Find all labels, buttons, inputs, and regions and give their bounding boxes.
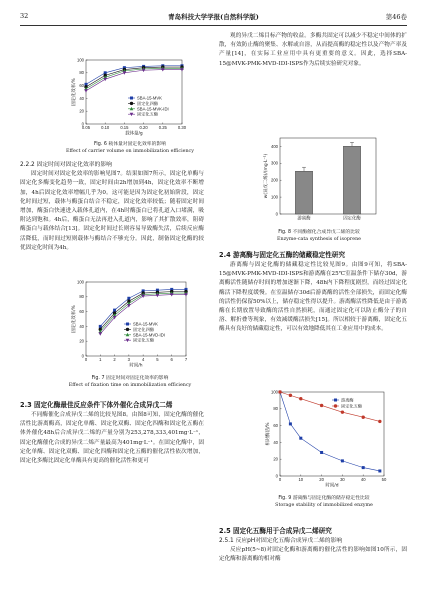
fig9-caption	[254, 496, 394, 509]
fig6-chart	[60, 56, 200, 142]
section-2-3-paragraph: 不同酶催化合成异戊二烯的比较见图8。由图8可知，固定化酶的催化活性比游离酶高，固定化单酶、固定化双酶、固定化四酶和固定化五酶在体外催化48h后合成异戊二烯的产量分别为253,278,333,401mg·L⁻¹，固定化酶催化合成的异戊二烯产量最高为401mg·L⁻¹。在固定化酶中，固定化单酶、固定化双酶、固定化四酶和固定化五酶的催化活性依次增加，固定化多酶比固定化单酶具有更高的催化活性和更可	[20, 412, 204, 465]
x-tick-label: 3	[127, 357, 131, 362]
y-tick-label: 100	[271, 194, 278, 200]
data-point	[341, 459, 344, 462]
y-tick-label: 40	[79, 95, 84, 101]
section-2-5-1-title: 2.5.1 反应pH对固定化五酶合成异戊二烯的影响	[219, 538, 343, 544]
x-tick-label: 0	[278, 477, 282, 482]
y-axis-label: w(异戊二烯)/(mg·L⁻¹)	[264, 153, 269, 199]
fig8-caption	[254, 230, 384, 243]
fig7-chart	[60, 278, 200, 376]
figure-6	[60, 56, 200, 155]
x-tick-label: 0	[84, 357, 88, 362]
legend-label: 固定化四酶	[137, 100, 158, 106]
x-tick-label: 40	[360, 477, 366, 482]
data-point	[320, 404, 323, 407]
y-tick-label: 100	[271, 389, 278, 395]
y-tick-label: 20	[79, 108, 84, 114]
y-tick-label: 200	[271, 177, 278, 183]
legend-label: 固定化五酶	[137, 111, 158, 117]
fig9-caption-en: Storage stability of immobilized enzyme	[275, 502, 373, 508]
x-tick-label: 0.05	[81, 125, 91, 130]
legend-label: 游离酶	[341, 397, 354, 403]
data-point	[103, 78, 107, 81]
journal-name: 青岛科技大学学报(自然科学版)	[168, 13, 259, 21]
y-tick-label: 80	[273, 406, 278, 412]
volume-label: 第46卷	[385, 13, 407, 21]
data-point	[320, 451, 323, 454]
legend-label: SBA-15-MVK	[133, 321, 158, 327]
fig7-caption-cn: Fig. 7 固定时间对固定化效率的影响	[91, 376, 169, 381]
y-tick-label: 80	[79, 70, 84, 76]
legend-label: 固定化五酶	[341, 403, 362, 409]
y-tick-label: 100	[77, 57, 84, 63]
data-point	[299, 397, 302, 400]
series-line	[280, 392, 380, 471]
figure-8	[254, 134, 384, 243]
legend-marker	[130, 102, 133, 105]
y-tick-label: 0	[275, 211, 278, 217]
plot-frame	[280, 392, 384, 476]
data-point	[289, 422, 292, 425]
y-tick-label: 60	[79, 309, 84, 314]
y-tick-label: 40	[79, 323, 84, 329]
y-tick-label: 60	[79, 83, 84, 88]
page-number: 32	[20, 12, 29, 20]
y-tick-label: 40	[273, 439, 278, 445]
bar	[343, 146, 360, 214]
fig9-chart	[254, 388, 394, 496]
y-tick-label: 0	[81, 353, 84, 359]
legend-marker	[334, 399, 337, 402]
x-tick-label: 0.25	[158, 125, 167, 130]
section-2-5-1-paragraph: 反应pH(5~8)对固定化酶和游离酶的催化活性的影响如图10所示，固定化酶和游离酶的相对酶	[219, 547, 407, 563]
fig6-caption	[60, 142, 200, 155]
legend-marker	[334, 404, 337, 407]
data-point	[113, 309, 116, 312]
fig8-caption-cn: Fig. 8 不同酶催化合成异戊二烯的比较	[278, 230, 360, 235]
x-tick-label: 6	[170, 357, 173, 362]
section-2-4-title: 2.4 游离酶与固定化五酶的储藏稳定性研究	[219, 251, 346, 259]
x-axis-label: 载体量/g	[125, 131, 143, 137]
section-2-4-paragraph: 游离酶与固定化酶的储藏稳定性比较见图9。由图9可知，将SBA-15@MVK-PMK-MVD-IDI-ISPS和游离酶在25℃室温条件下储存30d，游离酶活性随储存时间的增加逐渐下降，48h内下降程度剧烈，而经过固定化酶活下降程度缓慢。在室温储存30d后游离酶的活性全部损失，而固定化酶的活性仍保留50%以上，储存稳定性得以提升。游离酶活性降低是由于游离酶在长期放置导致酶的活性自然损耗，而通过固定化可以防止酶分子的自溶、解折叠等现象，有效减缓酶活损失[15]。所以相较于游离酶，固定化五酶具有良好的储藏稳定性，可以有效地降低其在工业应用中的成本。	[219, 262, 407, 333]
y-tick-label: 20	[79, 338, 84, 344]
right-column-text-3	[219, 524, 407, 596]
right-column-text-2	[219, 248, 407, 384]
x-tick-label: 2	[113, 357, 116, 362]
fig7-caption-en: Effect of fixation time on immobilization efficiency	[68, 382, 192, 388]
y-tick-label: 100	[77, 279, 84, 285]
left-column-text-1	[20, 160, 204, 272]
section-2-2-2-title: 2.2.2 固定时间对固定化效率的影响	[20, 162, 112, 168]
x-tick-label: 5	[156, 357, 159, 362]
x-tick-label: 50	[381, 477, 387, 482]
data-point	[84, 89, 88, 92]
data-point	[289, 394, 292, 397]
data-point	[299, 437, 302, 440]
x-tick-label: 4	[141, 357, 145, 362]
section-2-3-title: 2.3 固定化酶最佳反应条件下体外催化合成异戊二烯	[20, 401, 173, 409]
y-tick-label: 400	[271, 143, 278, 149]
right-column-text-1	[219, 32, 407, 126]
fig7-caption	[60, 376, 200, 389]
running-header	[20, 12, 407, 24]
y-axis-label: 固定化效率/%	[72, 78, 77, 106]
y-tick-label: 80	[79, 294, 84, 300]
legend-label: 固定化四酶	[133, 326, 154, 332]
x-axis-label: 时间/d	[325, 483, 339, 489]
data-point	[278, 390, 281, 393]
legend-label: SBA-15-MVK	[137, 95, 162, 101]
x-tick-label: 10	[298, 477, 304, 482]
x-tick-label: 1	[99, 357, 102, 362]
y-tick-label: 0	[275, 473, 278, 479]
fig8-chart	[254, 134, 384, 230]
data-point	[378, 469, 381, 472]
y-tick-label: 0	[81, 121, 84, 127]
y-axis-label: 固定化效率/%	[72, 305, 77, 333]
bar	[295, 171, 312, 214]
x-category-label: 游离酶	[297, 216, 311, 222]
figure-7	[60, 278, 200, 389]
data-point	[362, 416, 365, 419]
y-axis-label: 相对酶活/%	[266, 422, 271, 446]
x-tick-label: 7	[184, 357, 188, 362]
data-point	[362, 466, 365, 469]
plot-frame	[280, 138, 376, 214]
legend-label: SBA-15-MVD-IDI	[133, 332, 165, 338]
fig8-caption-en: Enzyme-cata synthesis of isoprene	[277, 236, 361, 242]
section-2-5-title: 2.5 固定化五酶用于合成异戊二烯研究	[219, 527, 332, 535]
right-top-paragraph: 观的异戊二烯目标产物的收益。多酶共固定可以减少不稳定中间体的扩散，有效防止酶的聚集、水解或自溶，从而提高酶的稳定性以及产物产率及产量[14]，在实际工业应用中具有更重要的意义。因此，选择SBA-15@MVK-PMK-MVD-IDI-ISPS作为后续实验研究对象。	[219, 33, 407, 67]
header-rule	[20, 25, 407, 26]
y-tick-label: 60	[273, 423, 278, 428]
x-category-label: 固定化酶	[343, 216, 361, 222]
fig9-caption-cn: Fig. 9 游离酶与固定化酶的储存稳定性比较	[278, 496, 370, 501]
data-point	[341, 410, 344, 413]
y-tick-label: 300	[271, 160, 278, 166]
x-axis-label: 时间/h	[129, 363, 143, 369]
data-point	[99, 325, 102, 328]
fig6-caption-cn: Fig. 6 载体量对固定化效率的影响	[94, 142, 166, 147]
x-tick-label: 30	[340, 477, 345, 482]
left-column-text-2	[20, 398, 204, 596]
x-tick-label: 0.30	[177, 125, 187, 130]
x-tick-label: 0.15	[120, 125, 129, 130]
x-tick-label: 0.10	[101, 125, 110, 130]
fig6-caption-en: Effect of carrier volume on immobilization efficiency	[66, 148, 194, 154]
legend-marker	[126, 328, 129, 331]
legend-label: SBA-15-MVK-IDI	[137, 106, 169, 112]
x-tick-label: 0.20	[139, 125, 148, 130]
legend-label: 固定化五酶	[133, 337, 154, 343]
data-point	[98, 332, 102, 335]
data-point	[378, 420, 381, 423]
legend-marker	[126, 323, 129, 326]
y-tick-label: 20	[273, 456, 278, 462]
figure-9	[254, 388, 394, 509]
section-2-2-2-paragraph: 固定时间对固定化效率的影响见图7。结果如图7所示，固定化单酶与固定化多酶变化趋势一致，固定时间由2h增加到4h，固定化效率不断增加，4h后固定化效率增幅几乎为0。这可能是因为固定化初始阶段，固定化时间过短，载体与酶蛋白结合不稳定，固定化效率较低；随着固定时间增加，酶蛋白快速进入载体孔道内，在4h时酶蛋白已将孔道入口堵满，吸附达到饱和。4h后，酶蛋白无法再进入孔道内，影响了其扩散效率，阻碍酶蛋白与载体结合[13]。固定化时间过长则容易导致酶失活，后续反应酶活降低，而时间过短则载体与酶结合不够充分。因此，制备固定化酶的较优固定化时间为4h。	[20, 171, 204, 251]
x-tick-label: 20	[319, 477, 324, 482]
legend-marker	[130, 97, 133, 100]
data-point	[127, 297, 130, 300]
